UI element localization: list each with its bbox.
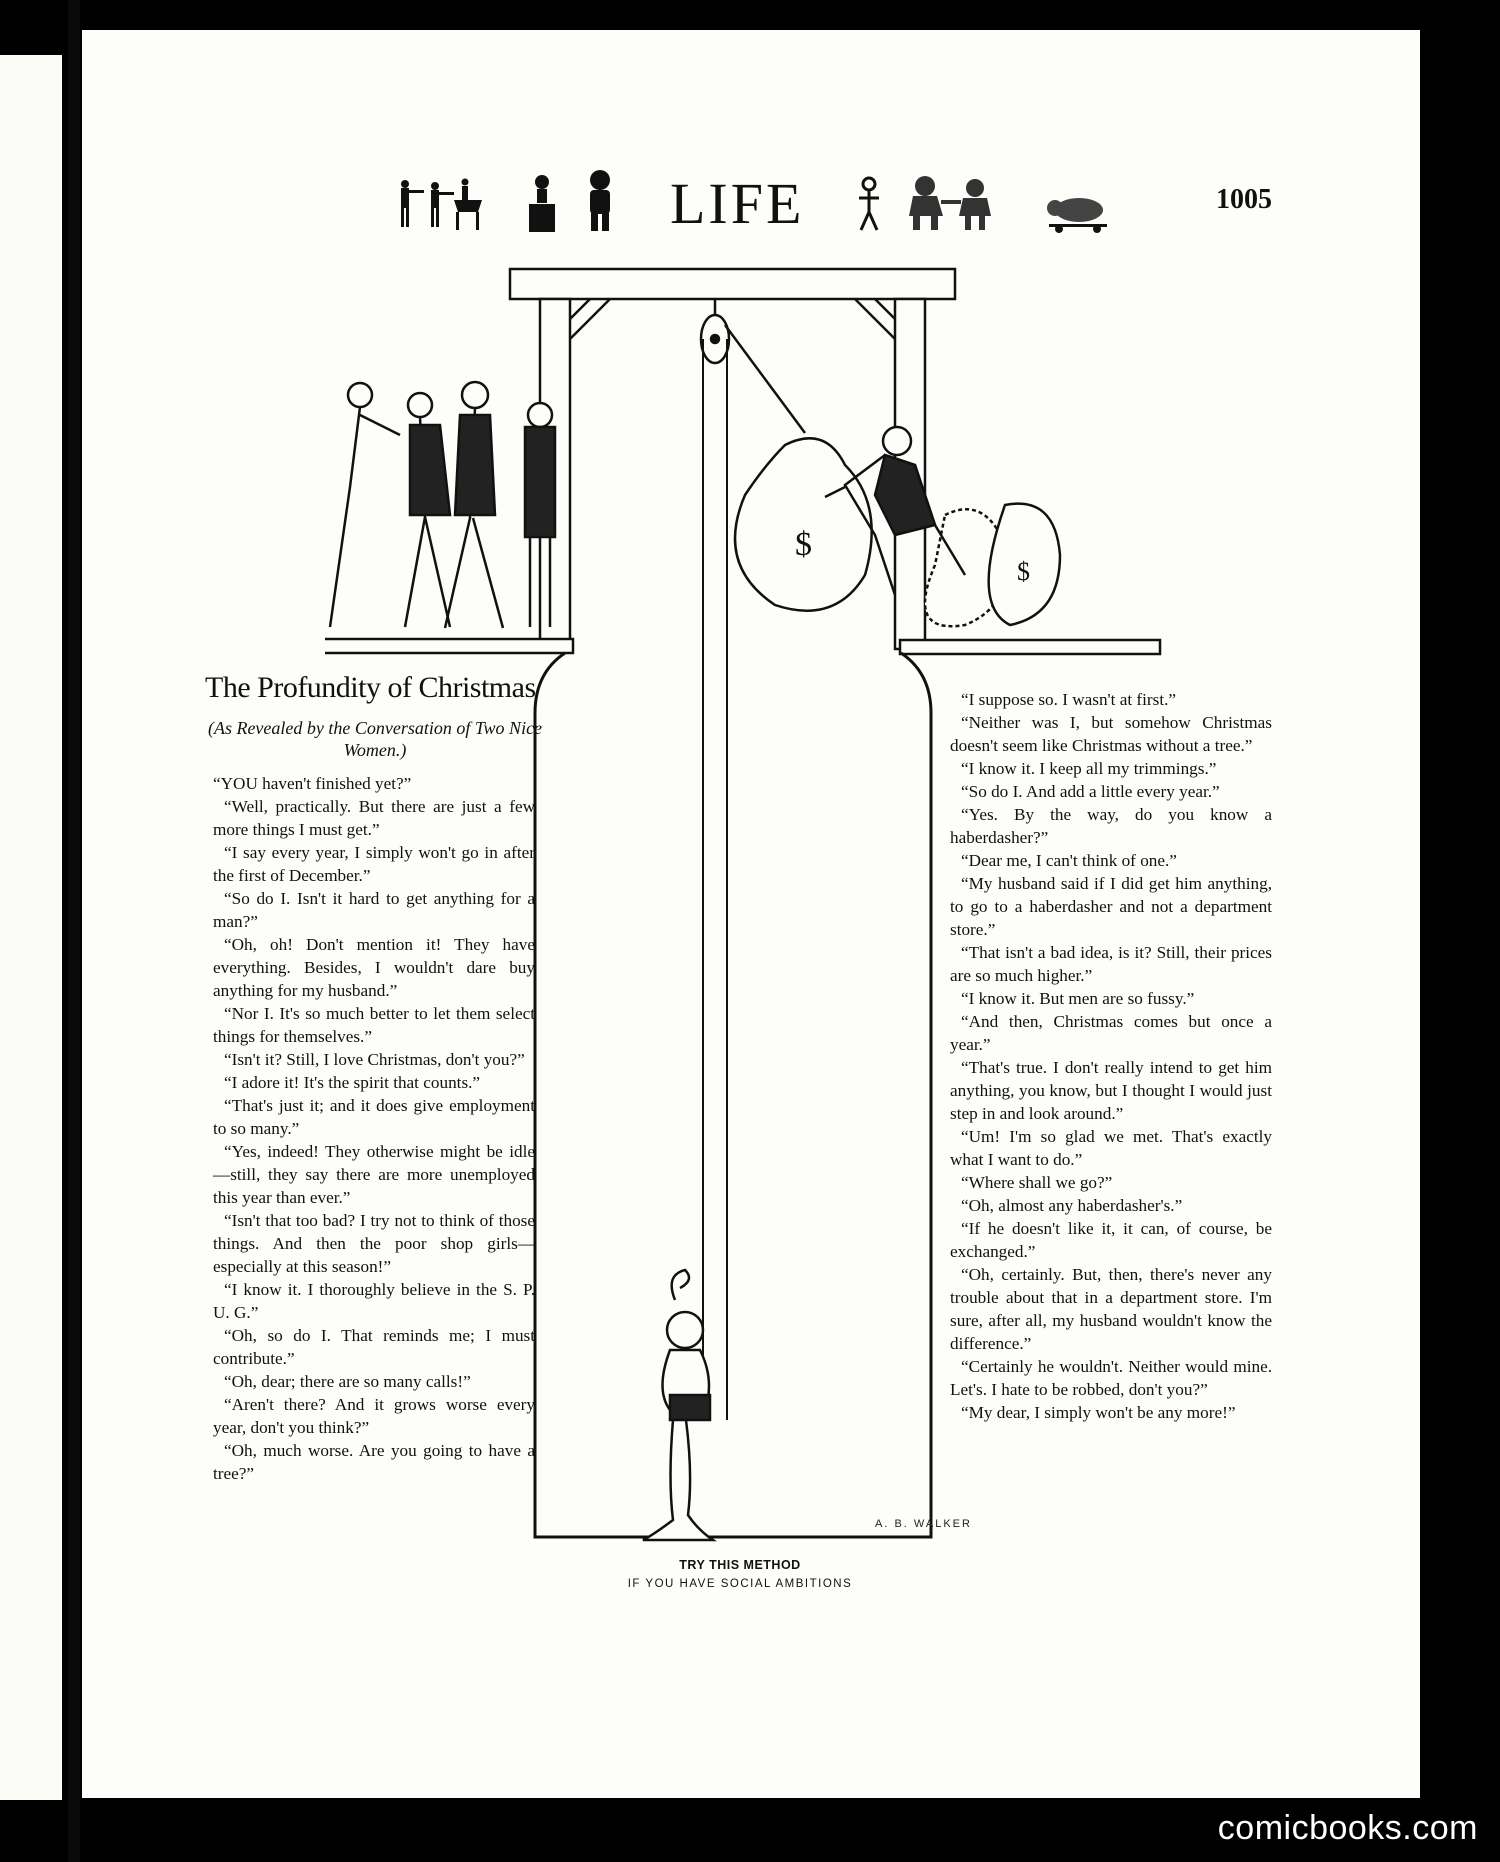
dialogue-paragraph: “Oh, much worse. Are you going to have a tree?”: [213, 1441, 535, 1483]
dialogue-paragraph: “Oh, dear; there are so many calls!”: [224, 1372, 471, 1391]
dialogue-paragraph: “Oh, certainly. But, then, there's never any trouble about that in a department store. I'm sure, after all, my husband wouldn't know the difference.”: [950, 1265, 1272, 1353]
dialogue-paragraph: “So do I. And add a little every year.”: [961, 782, 1220, 801]
text-column-left: [213, 772, 535, 1485]
dialogue-paragraph: “Um! I'm so glad we met. That's exactly what I want to do.”: [950, 1127, 1272, 1169]
caption-line-2: IF YOU HAVE SOCIAL AMBITIONS: [627, 1578, 853, 1590]
dialogue-paragraph: “Aren't there? And it grows worse every year, don't you think?”: [213, 1395, 535, 1437]
dialogue-paragraph: “I say every year, I simply won't go in after the first of December.”: [213, 843, 535, 885]
dialogue-paragraph: “Yes. By the way, do you know a haberdasher?”: [950, 805, 1272, 847]
crowd-of-dancers-icon: [330, 382, 555, 628]
dialogue-paragraph: “Oh, so do I. That reminds me; I must contribute.”: [213, 1326, 535, 1368]
toy-soldiers-icon: [390, 176, 485, 234]
watermark: comicbooks.com: [1217, 1809, 1478, 1847]
toy-pig-on-wheels-icon: [1045, 194, 1111, 234]
book-spine: [68, 0, 80, 1862]
dialogue-paragraph: “And then, Christmas comes but once a year.”: [950, 1012, 1272, 1054]
dialogue-paragraph: “That's just it; and it does give employment to so many.”: [213, 1096, 535, 1138]
dialogue-paragraph: “Where shall we go?”: [961, 1173, 1113, 1192]
svg-text:$: $: [1017, 557, 1030, 586]
dialogue-paragraph: “Oh, oh! Don't mention it! They have everything. Besides, I wouldn't dare buy anything for my husband.”: [213, 935, 535, 1000]
dialogue-paragraph: “Yes, indeed! They otherwise might be idle—still, they say there are more unemployed this year than ever.”: [213, 1142, 535, 1207]
dialogue-paragraph: “Nor I. It's so much better to let them select things for themselves.”: [213, 1004, 535, 1046]
dialogue-paragraph: “That's true. I don't really intend to get him anything, you know, but I thought I would just step in and look around.”: [950, 1058, 1272, 1123]
dialogue-paragraph: “So do I. Isn't it hard to get anything for a man?”: [213, 889, 535, 931]
jack-in-the-box-icon: [525, 172, 559, 234]
dialogue-paragraph: “Isn't that too bad? I try not to think of those things. And then the poor shop girls—especially at this season!”: [213, 1211, 535, 1276]
dialogue-paragraph: “Isn't it? Still, I love Christmas, don't you?”: [224, 1050, 525, 1069]
dancing-children-icon: [855, 174, 1035, 234]
toy-doll-icon: [582, 168, 618, 234]
text-column-right: [950, 688, 1272, 1424]
dialogue-paragraph: “Dear me, I can't think of one.”: [961, 851, 1177, 870]
dialogue-paragraph: “My husband said if I did get him anything, to go to a haberdasher and not a department store.”: [950, 874, 1272, 939]
article-title: The Profundity of Christmas: [205, 671, 536, 704]
right-ledge: [900, 640, 1160, 654]
previous-page-edge: [0, 55, 62, 1800]
artist-signature: A. B. WALKER: [875, 1518, 972, 1530]
dialogue-paragraph: “That isn't a bad idea, is it? Still, their prices are so much higher.”: [950, 943, 1272, 985]
masthead-title: LIFE: [670, 171, 805, 236]
page-number: 1005: [1216, 184, 1272, 215]
rope-diagonal: [725, 325, 805, 433]
dialogue-paragraph: “I suppose so. I wasn't at first.”: [961, 690, 1177, 709]
dialogue-paragraph: “I know it. But men are so fussy.”: [961, 989, 1195, 1008]
svg-text:$: $: [795, 526, 812, 563]
dialogue-paragraph: “Certainly he wouldn't. Neither would mine. Let's. I hate to be robbed, don't you?”: [950, 1357, 1272, 1399]
gallows-crossbeam: [510, 269, 955, 299]
caption-line-1: TRY THIS METHOD: [679, 1558, 801, 1572]
cartoon-caption: [575, 1558, 905, 1590]
dialogue-paragraph: “Neither was I, but somehow Christmas doesn't seem like Christmas without a tree.”: [950, 713, 1272, 755]
dialogue-paragraph: “I adore it! It's the spirit that counts.”: [224, 1073, 481, 1092]
dialogue-paragraph: “I know it. I keep all my trimmings.”: [961, 759, 1217, 778]
dialogue-paragraph: “Well, practically. But there are just a few more things I must get.”: [213, 797, 535, 839]
dialogue-paragraph: “I know it. I thoroughly believe in the S. P. U. G.”: [213, 1280, 535, 1322]
rope: [703, 339, 727, 1420]
frame-border: [535, 653, 931, 1537]
masthead: [390, 172, 1110, 242]
article-subtitle: (As Revealed by the Conversation of Two Nice Women.): [207, 718, 543, 760]
dialogue-paragraph: “Oh, almost any haberdasher's.”: [961, 1196, 1183, 1215]
pulley-icon: [701, 299, 729, 363]
left-ledge: [325, 639, 573, 653]
dialogue-paragraph: “If he doesn't like it, it can, of course, be exchanged.”: [950, 1219, 1272, 1261]
dialogue-paragraph: “My dear, I simply won't be any more!”: [961, 1403, 1236, 1422]
dialogue-paragraph: “YOU haven't finished yet?”: [213, 774, 412, 793]
